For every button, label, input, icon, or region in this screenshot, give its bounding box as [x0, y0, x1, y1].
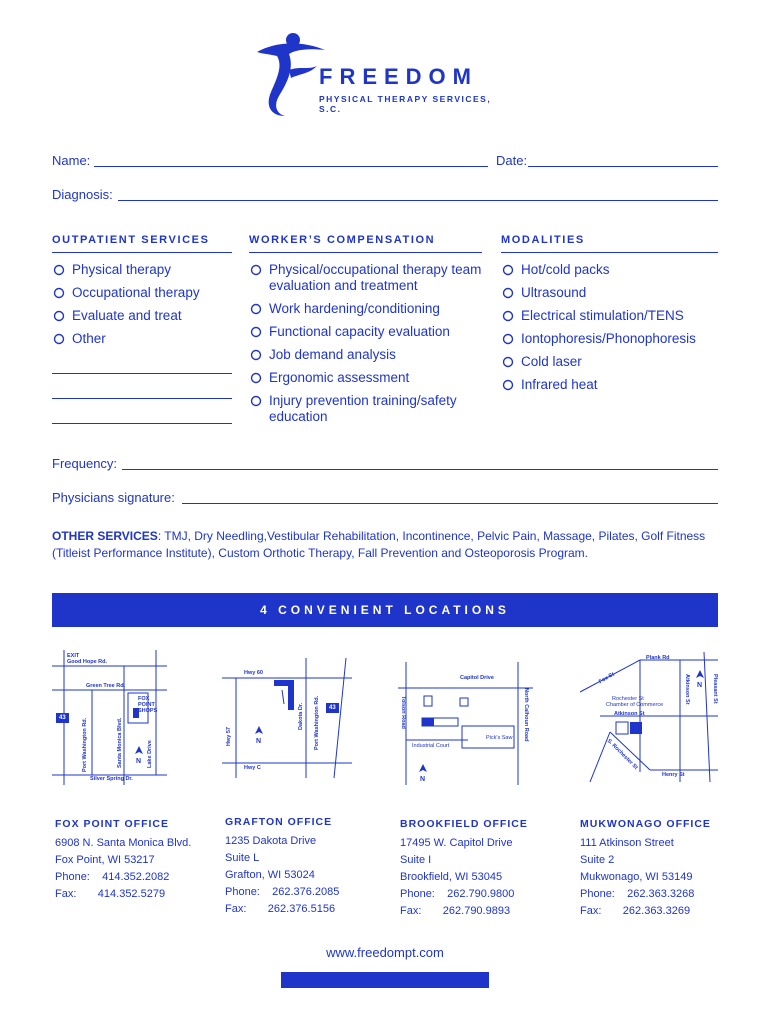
office-address: 111 Atkinson Street — [580, 837, 674, 849]
circle-checkbox-icon — [501, 377, 515, 391]
option-label: Work hardening/conditioning — [269, 301, 440, 316]
map-label-good-hope: Good Hope Rd. — [67, 659, 108, 665]
map-label-bldg: Industrial Court — [412, 743, 450, 749]
map-label-green-tree: Green Tree Rd. — [86, 683, 126, 689]
map-label-dakota: Dakota Dr. — [298, 702, 304, 730]
map-label-calhoun: North Calhoun Road — [523, 688, 529, 742]
option-label: Iontophoresis/Phonophoresis — [521, 331, 696, 346]
option-label: Job demand analysis — [269, 347, 396, 362]
option-label: Cold laser — [521, 354, 582, 369]
option-label: Infrared heat — [521, 377, 598, 392]
map-label-lake-drive: Lake Drive — [147, 740, 153, 768]
option-label: Occupational therapy — [72, 285, 200, 300]
map-label-henry: Henry St — [662, 772, 685, 778]
other-services-text: : TMJ, Dry Needling,Vestibular Rehabilitation, Incontinence, Pelvic Pain, Massage, Pilates, Golf Fitness (Titleist Performance Institute), Custom Orthotic Therapy, Fall Prevention and Osteoporosis Program. — [52, 529, 706, 560]
checkbox-hot-cold[interactable] — [501, 262, 721, 278]
map-label-north: N — [697, 682, 703, 689]
office-name: GRAFTON OFFICE — [225, 816, 333, 828]
option-label: Physical/occupational therapy team evaluation and treatment — [269, 262, 482, 293]
brookfield-map — [398, 662, 533, 785]
office-address: 6908 N. Santa Monica Blvd. — [55, 837, 192, 849]
office-suite: Suite L — [225, 852, 260, 864]
office-brookfield — [400, 818, 560, 920]
brand-tagline: PHYSICAL THERAPY SERVICES, S.C. — [319, 94, 492, 114]
modalities-divider — [501, 252, 718, 253]
map-label-north: N — [136, 758, 142, 765]
map-label-chamber: Chamber of Commerce — [606, 702, 664, 708]
checkbox-functional-capacity[interactable] — [249, 324, 489, 340]
office-fax: Fax: 262.376.5156 — [225, 903, 336, 915]
other-services — [52, 528, 722, 562]
frequency-field[interactable] — [122, 469, 718, 470]
map-label-capitol: Capitol Drive — [460, 675, 494, 681]
option-label: Injury prevention training/safety education — [269, 393, 457, 424]
logo — [255, 30, 515, 120]
office-phone: Phone: 262.363.3268 — [580, 888, 695, 900]
map-label-exit: EXIT — [67, 653, 80, 659]
option-label: Hot/cold packs — [521, 262, 610, 277]
map-label-fox: Fox St — [598, 671, 616, 686]
signature-label: Physicians signature: — [52, 490, 175, 505]
office-phone: Phone: 262.790.9800 — [400, 888, 515, 900]
circle-checkbox-icon — [501, 331, 515, 345]
map-label-santa-monica: Santa Monica Blvd. — [117, 717, 123, 768]
mukwonago-map — [580, 652, 718, 782]
other-line-1[interactable] — [52, 373, 232, 374]
circle-checkbox-icon — [52, 262, 66, 276]
grafton-roads — [222, 658, 352, 778]
other-services-label: OTHER SERVICES — [52, 529, 158, 543]
grafton-map — [222, 658, 352, 778]
office-phone: Phone: 414.352.2082 — [55, 871, 170, 883]
circle-checkbox-icon — [501, 308, 515, 322]
office-address: 17495 W. Capitol Drive — [400, 837, 513, 849]
name-label: Name: — [52, 153, 91, 168]
office-name: BROOKFIELD OFFICE — [400, 818, 528, 830]
map-label-silver-spring: Silver Spring Dr. — [90, 776, 133, 782]
office-suite: Suite I — [400, 854, 432, 866]
office-fax: Fax: 262.363.3269 — [580, 905, 691, 917]
map-label-hwy57: Hwy 57 — [226, 727, 232, 746]
circle-checkbox-icon — [249, 393, 263, 407]
checkbox-team-evaluation[interactable] — [249, 262, 489, 294]
highway-43-shield: 43 — [326, 703, 339, 713]
circle-checkbox-icon — [249, 301, 263, 315]
workers-list — [249, 262, 489, 425]
frequency-label: Frequency: — [52, 456, 118, 471]
office-address: 1235 Dakota Drive — [225, 835, 317, 847]
option-label: Physical therapy — [72, 262, 172, 277]
workers-heading: WORKER’S COMPENSATION — [249, 234, 436, 246]
checkbox-work-hardening[interactable] — [249, 301, 489, 317]
checkbox-other[interactable] — [52, 331, 237, 347]
office-city: Mukwonago, WI 53149 — [580, 871, 693, 883]
checkbox-physical-therapy[interactable] — [52, 262, 237, 278]
office-name: MUKWONAGO OFFICE — [580, 818, 711, 830]
circle-checkbox-icon — [52, 308, 66, 322]
circle-checkbox-icon — [249, 262, 263, 276]
office-city: Fox Point, WI 53217 — [55, 854, 155, 866]
option-label: Electrical stimulation/TENS — [521, 308, 684, 323]
date-label: Date: — [496, 153, 528, 168]
circle-checkbox-icon — [52, 285, 66, 299]
north-arrow-icon — [254, 726, 264, 738]
circle-checkbox-icon — [52, 331, 66, 345]
locations-banner-text: 4 CONVENIENT LOCATIONS — [260, 603, 510, 617]
checkbox-iontophoresis[interactable] — [501, 331, 721, 347]
map-label-north: N — [256, 738, 262, 745]
map-label-rochester: Rochester St — [612, 696, 644, 702]
outpatient-divider — [52, 252, 232, 253]
website-link[interactable]: www.freedompt.com — [326, 945, 444, 960]
modalities-list — [501, 262, 721, 393]
option-label: Ultrasound — [521, 285, 587, 300]
checkbox-ergonomic[interactable] — [249, 370, 489, 386]
map-label-picks-saw: Pick's Saw — [486, 735, 513, 741]
map-label-atkinson: Atkinson St — [614, 711, 645, 717]
north-arrow-icon — [134, 746, 144, 758]
map-label-plank: Plank Rd — [646, 655, 670, 661]
north-arrow-icon — [695, 670, 705, 682]
diagnosis-field[interactable] — [118, 200, 718, 201]
option-label: Other — [72, 331, 106, 346]
circle-checkbox-icon — [501, 285, 515, 299]
checkbox-job-demand[interactable] — [249, 347, 489, 363]
circle-checkbox-icon — [249, 347, 263, 361]
checkbox-injury-prevention[interactable] — [249, 393, 489, 425]
diagnosis-label: Diagnosis: — [52, 187, 113, 202]
office-name: FOX POINT OFFICE — [55, 818, 170, 830]
highway-43-shield: 43 — [56, 713, 69, 723]
checkbox-occupational-therapy[interactable] — [52, 285, 237, 301]
office-fax: Fax: 262.790.9893 — [400, 905, 511, 917]
name-field[interactable] — [94, 166, 488, 167]
option-label: Functional capacity evaluation — [269, 324, 450, 339]
north-arrow-icon — [418, 764, 428, 776]
map-label-tolson: Tolson Road — [400, 696, 406, 729]
map-label-atkinson-st: Atkinson St — [684, 674, 690, 705]
checkbox-evaluate-treat[interactable] — [52, 308, 237, 324]
option-label: Evaluate and treat — [72, 308, 182, 323]
modalities-heading: MODALITIES — [501, 234, 585, 246]
circle-checkbox-icon — [501, 262, 515, 276]
outpatient-heading: OUTPATIENT SERVICES — [52, 234, 210, 246]
map-label-port-washington: Port Washington Rd. — [314, 695, 320, 750]
office-grafton — [225, 816, 385, 918]
office-fox-point — [55, 818, 215, 903]
signature-field[interactable] — [182, 503, 718, 504]
office-city: Brookfield, WI 53045 — [400, 871, 503, 883]
fox-point-map — [52, 650, 167, 785]
checkbox-cold-laser[interactable] — [501, 354, 721, 370]
date-field[interactable] — [528, 166, 718, 167]
locations-banner — [52, 593, 718, 627]
office-suite: Suite 2 — [580, 854, 615, 866]
brand-name: FREEDOM — [319, 64, 478, 89]
other-line-3[interactable] — [52, 423, 232, 424]
circle-checkbox-icon — [501, 354, 515, 368]
map-label-s-rochester: S. Rochester St — [605, 738, 639, 771]
checkbox-infrared[interactable] — [501, 377, 721, 393]
map-label-hwyc: Hwy C — [244, 765, 261, 771]
option-label: Ergonomic assessment — [269, 370, 410, 385]
office-mukwonago — [580, 818, 740, 920]
checkbox-ultrasound[interactable] — [501, 285, 721, 301]
circle-checkbox-icon — [249, 324, 263, 338]
office-phone: Phone: 262.376.2085 — [225, 886, 340, 898]
map-label-fox-point-shops: FOX POINT SHOPS — [138, 696, 158, 714]
office-fax: Fax: 414.352.5279 — [55, 888, 166, 900]
map-label-port-washington: Port Washington Rd. — [82, 717, 88, 772]
circle-checkbox-icon — [249, 370, 263, 384]
map-label-pleasant: Pleasant St — [712, 674, 718, 704]
map-label-north: N — [420, 776, 426, 783]
map-label-hwy60: Hwy 60 — [244, 670, 263, 676]
outpatient-list — [52, 262, 237, 347]
checkbox-electrical-stim[interactable] — [501, 308, 721, 324]
workers-divider — [249, 252, 482, 253]
office-city: Grafton, WI 53024 — [225, 869, 315, 881]
footer-bar — [281, 972, 489, 988]
other-line-2[interactable] — [52, 398, 232, 399]
